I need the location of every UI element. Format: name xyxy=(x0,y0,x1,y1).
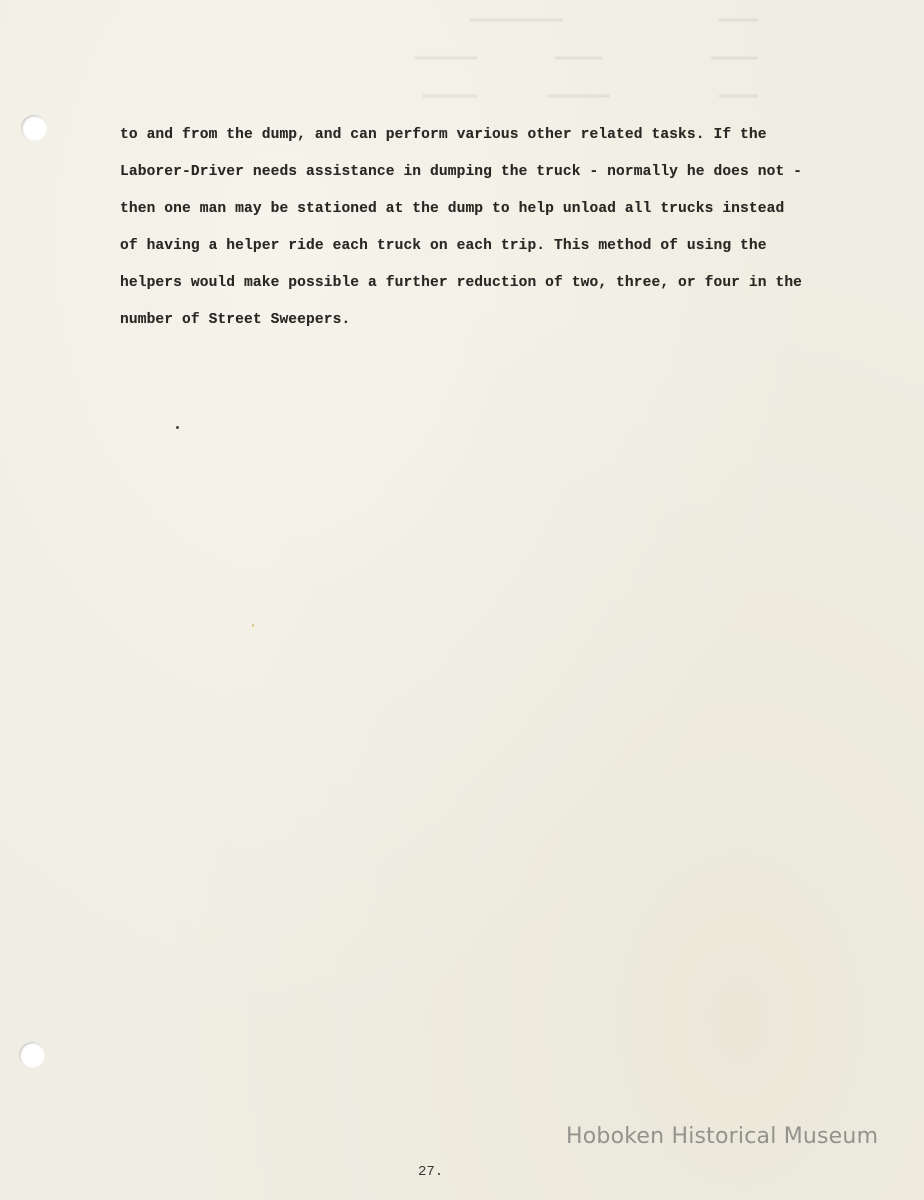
typed-paragraph xyxy=(120,120,840,342)
binder-hole-bottom xyxy=(19,1042,45,1068)
paragraph-line-4: of having a helper ride each truck on each trip. This method of using the xyxy=(120,238,767,254)
page-number: 27. xyxy=(418,1164,444,1180)
bleed-through-text: ▬▬▬▬▬ ▬▬▬▬▬▬▬▬▬▬▬▬ ▬▬▬▬▬▬ ▬▬▬▬▬▬ ▬▬▬▬▬▬▬▬ ▬▬▬▬▬ ▬▬▬▬▬▬▬▬ ▬▬▬▬▬▬▬ xyxy=(414,11,758,102)
paragraph-line-3: then one man may be stationed at the dump to help unload all trucks instead xyxy=(120,201,785,217)
paragraph-line-2: Laborer-Driver needs assistance in dumping the truck - normally he does not - xyxy=(120,164,803,180)
paper-speck xyxy=(252,624,254,627)
ink-dot xyxy=(176,426,179,429)
museum-watermark: Hoboken Historical Museum xyxy=(566,1124,879,1149)
paragraph-line-5: helpers would make possible a further reduction of two, three, or four in the xyxy=(120,275,803,291)
paragraph-line-6: number of Street Sweepers. xyxy=(120,312,351,328)
paragraph-line-1: to and from the dump, and can perform various other related tasks. If the xyxy=(120,127,767,143)
binder-hole-top xyxy=(21,115,47,141)
